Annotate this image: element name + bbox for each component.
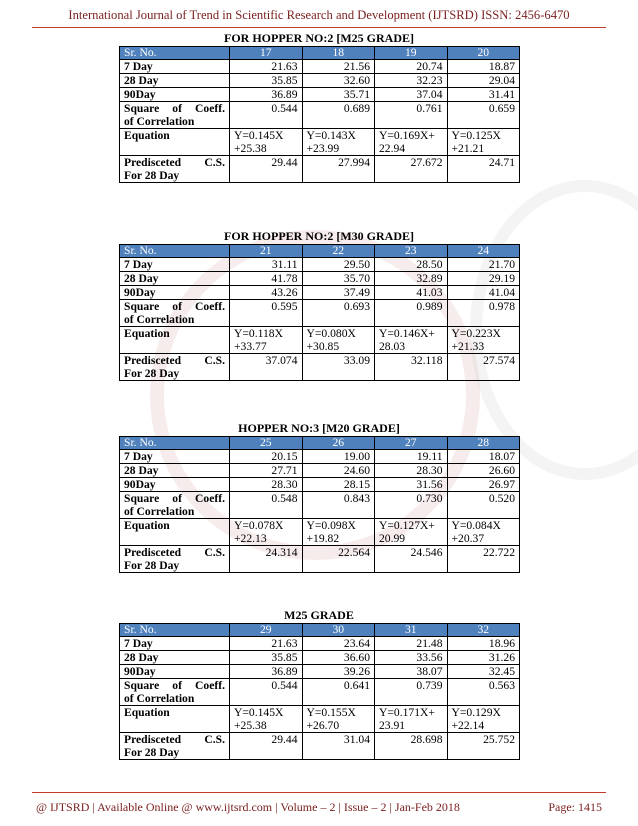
d90-cell: 43.26	[230, 286, 303, 300]
row-label-line-1: Square of Coeff.	[124, 300, 225, 313]
sq-cell: 0.641	[302, 679, 375, 706]
table-row	[120, 354, 520, 381]
equation-line-2: +26.70	[306, 719, 340, 732]
d28-cell: 32.60	[302, 74, 375, 88]
equation-line-2: +30.85	[306, 340, 340, 353]
equation-cell	[375, 519, 448, 546]
table-row	[120, 519, 520, 546]
pred-cell: 29.44	[230, 733, 303, 760]
sq-cell: 0.978	[447, 300, 520, 327]
d7-cell: 21.56	[302, 60, 375, 74]
table-row	[120, 327, 520, 354]
table-row	[120, 546, 520, 573]
sample-number-header: 21	[230, 245, 303, 258]
table-header-row	[120, 47, 520, 60]
equation-cell	[447, 129, 520, 156]
row-label-line-2: For 28 Day	[124, 367, 180, 380]
d90-cell: 36.89	[230, 88, 303, 102]
d28-cell: 36.60	[302, 651, 375, 665]
sample-number-header: 25	[230, 437, 303, 450]
sq-cell: 0.693	[302, 300, 375, 327]
d28-cell: 41.78	[230, 272, 303, 286]
sr-no-header: Sr. No.	[120, 624, 230, 637]
equation-line-1: Y=0.171X+	[379, 706, 435, 719]
equation-line-1: Y=0.118X	[234, 327, 283, 340]
equation-cell	[230, 327, 303, 354]
equation-line-2: +25.38	[234, 142, 267, 155]
d90-cell: 31.56	[375, 478, 448, 492]
equation-line-1: Y=0.125X	[451, 129, 501, 142]
row-label	[120, 492, 230, 519]
pred-cell: 29.44	[230, 156, 303, 183]
d28-cell: 31.26	[447, 651, 520, 665]
d90-cell: 39.26	[302, 665, 375, 679]
d28-cell: 35.85	[230, 651, 303, 665]
row-label: 28 Day	[120, 651, 230, 665]
equation-line-2: +23.99	[306, 142, 340, 155]
row-label-line-2: For 28 Day	[124, 559, 180, 572]
table-row	[120, 464, 520, 478]
d90-cell: 35.71	[302, 88, 375, 102]
pred-cell: 24.314	[230, 546, 303, 573]
table-row	[120, 300, 520, 327]
equation-cell	[375, 706, 448, 733]
equation-line-1: Y=0.084X	[451, 519, 501, 532]
table-row	[120, 665, 520, 679]
row-label	[120, 300, 230, 327]
equation-line-1: Y=0.143X	[306, 129, 356, 142]
equation-cell	[375, 327, 448, 354]
results-table	[119, 244, 520, 381]
d28-cell: 33.56	[375, 651, 448, 665]
sample-number-header: 20	[447, 47, 520, 60]
sq-cell: 0.520	[447, 492, 520, 519]
table-row	[120, 74, 520, 88]
d90-cell: 41.03	[375, 286, 448, 300]
sample-number-header: 29	[230, 624, 303, 637]
table-header-row	[120, 245, 520, 258]
equation-cell	[447, 706, 520, 733]
d7-cell: 31.11	[230, 258, 303, 272]
table-title: FOR HOPPER NO:2 [M30 GRADE]	[224, 229, 414, 243]
d90-cell: 28.30	[230, 478, 303, 492]
pred-cell: 28.698	[375, 733, 448, 760]
sample-number-header: 23	[375, 245, 448, 258]
sample-number-header: 24	[447, 245, 520, 258]
results-table	[119, 46, 520, 183]
equation-line-1: Y=0.145X	[234, 706, 284, 719]
table-row	[120, 286, 520, 300]
d90-cell: 37.04	[375, 88, 448, 102]
sample-number-header: 18	[302, 47, 375, 60]
equation-cell	[230, 129, 303, 156]
row-label-line-1: Predisceted C.S.	[124, 546, 225, 559]
d28-cell: 32.23	[375, 74, 448, 88]
d28-cell: 26.60	[447, 464, 520, 478]
equation-line-2: +21.21	[451, 142, 485, 155]
row-label-line-2: For 28 Day	[124, 169, 180, 182]
d7-cell: 19.00	[302, 450, 375, 464]
equation-line-1: Y=0.169X+	[379, 129, 435, 142]
table-row	[120, 492, 520, 519]
sr-no-header: Sr. No.	[120, 245, 230, 258]
equation-line-2: +21.33	[451, 340, 485, 353]
row-label-line-2: of Correlation	[124, 505, 195, 518]
sq-cell: 0.544	[230, 102, 303, 129]
pred-cell: 22.722	[447, 546, 520, 573]
d28-cell: 32.89	[375, 272, 448, 286]
sample-number-header: 32	[447, 624, 520, 637]
sq-cell: 0.659	[447, 102, 520, 129]
row-label-line-1: Predisceted C.S.	[124, 354, 225, 367]
results-table-section	[119, 607, 519, 760]
d7-cell: 18.07	[447, 450, 520, 464]
row-label: Equation	[120, 519, 230, 546]
sq-cell: 0.563	[447, 679, 520, 706]
row-label: 28 Day	[120, 464, 230, 478]
d28-cell: 35.70	[302, 272, 375, 286]
d7-cell: 18.96	[447, 637, 520, 651]
journal-header: International Journal of Trend in Scientific Research and Development (IJTSRD) ISSN: 2456-6470	[68, 8, 570, 22]
row-label: 90Day	[120, 88, 230, 102]
pred-cell: 31.04	[302, 733, 375, 760]
sr-no-header: Sr. No.	[120, 437, 230, 450]
sq-cell: 0.761	[375, 102, 448, 129]
row-label: 90Day	[120, 286, 230, 300]
d7-cell: 19.11	[375, 450, 448, 464]
table-row	[120, 733, 520, 760]
page-number: Page: 1415	[548, 800, 602, 814]
d28-cell: 35.85	[230, 74, 303, 88]
footer-citation: @ IJTSRD | Available Online @ www.ijtsrd.com | Volume – 2 | Issue – 2 | Jan-Feb 2018	[36, 800, 460, 814]
d28-cell: 28.30	[375, 464, 448, 478]
row-label-line-2: of Correlation	[124, 115, 195, 128]
row-label: 7 Day	[120, 637, 230, 651]
table-title: HOPPER NO:3 [M20 GRADE]	[238, 421, 400, 435]
table-row	[120, 637, 520, 651]
equation-line-2: 23.91	[379, 719, 406, 732]
equation-cell	[447, 519, 520, 546]
pred-cell: 25.752	[447, 733, 520, 760]
equation-line-2: 22.94	[379, 142, 406, 155]
sample-number-header: 27	[375, 437, 448, 450]
table-row	[120, 450, 520, 464]
equation-cell	[230, 706, 303, 733]
d90-cell: 36.89	[230, 665, 303, 679]
sq-cell: 0.730	[375, 492, 448, 519]
equation-line-1: Y=0.078X	[234, 519, 284, 532]
row-label-line-2: For 28 Day	[124, 746, 180, 759]
row-label: 7 Day	[120, 60, 230, 74]
d90-cell: 28.15	[302, 478, 375, 492]
equation-line-2: +33.77	[234, 340, 267, 353]
row-label	[120, 156, 230, 183]
table-row	[120, 88, 520, 102]
equation-line-2: +25.38	[234, 719, 267, 732]
sq-cell: 0.989	[375, 300, 448, 327]
d7-cell: 21.48	[375, 637, 448, 651]
results-table-section	[119, 228, 519, 381]
pred-cell: 33.09	[302, 354, 375, 381]
sample-number-header: 30	[302, 624, 375, 637]
row-label: 7 Day	[120, 450, 230, 464]
table-title: FOR HOPPER NO:2 [M25 GRADE]	[224, 31, 414, 45]
d7-cell: 18.87	[447, 60, 520, 74]
d7-cell: 21.63	[230, 637, 303, 651]
equation-line-2: +22.13	[234, 532, 267, 545]
row-label-line-1: Predisceted C.S.	[124, 156, 225, 169]
sample-number-header: 26	[302, 437, 375, 450]
row-label: 90Day	[120, 665, 230, 679]
equation-line-1: Y=0.155X	[306, 706, 356, 719]
results-table	[119, 623, 520, 760]
d7-cell: 20.74	[375, 60, 448, 74]
d28-cell: 29.19	[447, 272, 520, 286]
equation-line-2: 28.03	[379, 340, 406, 353]
equation-cell	[302, 519, 375, 546]
results-table-section	[119, 30, 519, 183]
equation-cell	[447, 327, 520, 354]
pred-cell: 27.574	[447, 354, 520, 381]
row-label: Equation	[120, 327, 230, 354]
row-label	[120, 733, 230, 760]
d90-cell: 26.97	[447, 478, 520, 492]
results-table-section	[119, 420, 519, 573]
d7-cell: 23.64	[302, 637, 375, 651]
table-row	[120, 129, 520, 156]
table-header-row	[120, 624, 520, 637]
equation-cell	[302, 327, 375, 354]
d90-cell: 38.07	[375, 665, 448, 679]
row-label	[120, 546, 230, 573]
d28-cell: 29.04	[447, 74, 520, 88]
d7-cell: 28.50	[375, 258, 448, 272]
equation-line-1: Y=0.080X	[306, 327, 356, 340]
row-label-line-1: Square of Coeff.	[124, 492, 225, 505]
row-label	[120, 679, 230, 706]
sq-cell: 0.843	[302, 492, 375, 519]
table-row	[120, 651, 520, 665]
equation-line-2: +22.14	[451, 719, 485, 732]
row-label-line-1: Predisceted C.S.	[124, 733, 225, 746]
row-label: 7 Day	[120, 258, 230, 272]
footer-divider	[32, 792, 606, 793]
equation-line-1: Y=0.146X+	[379, 327, 435, 340]
equation-line-1: Y=0.098X	[306, 519, 356, 532]
pred-cell: 37.074	[230, 354, 303, 381]
page-footer	[36, 800, 602, 815]
table-header-row	[120, 437, 520, 450]
sample-number-header: 31	[375, 624, 448, 637]
sq-cell: 0.739	[375, 679, 448, 706]
equation-cell	[302, 129, 375, 156]
table-row	[120, 679, 520, 706]
equation-line-2: +20.37	[451, 532, 485, 545]
equation-line-2: 20.99	[379, 532, 406, 545]
pred-cell: 24.71	[447, 156, 520, 183]
sample-number-header: 22	[302, 245, 375, 258]
row-label	[120, 354, 230, 381]
row-label	[120, 102, 230, 129]
d90-cell: 41.04	[447, 286, 520, 300]
d7-cell: 21.63	[230, 60, 303, 74]
d7-cell: 20.15	[230, 450, 303, 464]
equation-line-2: +19.82	[306, 532, 340, 545]
pred-cell: 32.118	[375, 354, 448, 381]
sample-number-header: 19	[375, 47, 448, 60]
d7-cell: 21.70	[447, 258, 520, 272]
row-label: 90Day	[120, 478, 230, 492]
table-row	[120, 102, 520, 129]
equation-cell	[375, 129, 448, 156]
table-title: M25 GRADE	[284, 608, 354, 622]
table-row	[120, 258, 520, 272]
row-label: Equation	[120, 706, 230, 733]
sq-cell: 0.689	[302, 102, 375, 129]
pred-cell: 27.672	[375, 156, 448, 183]
row-label: 28 Day	[120, 272, 230, 286]
equation-line-1: Y=0.127X+	[379, 519, 435, 532]
d90-cell: 32.45	[447, 665, 520, 679]
d28-cell: 27.71	[230, 464, 303, 478]
pred-cell: 22.564	[302, 546, 375, 573]
header-divider	[32, 27, 606, 28]
sr-no-header: Sr. No.	[120, 47, 230, 60]
equation-cell	[302, 706, 375, 733]
row-label-line-2: of Correlation	[124, 692, 195, 705]
sq-cell: 0.548	[230, 492, 303, 519]
row-label-line-1: Square of Coeff.	[124, 679, 225, 692]
d90-cell: 37.49	[302, 286, 375, 300]
row-label-line-1: Square of Coeff.	[124, 102, 225, 115]
sq-cell: 0.595	[230, 300, 303, 327]
table-row	[120, 272, 520, 286]
pred-cell: 24.546	[375, 546, 448, 573]
results-table	[119, 436, 520, 573]
sample-number-header: 28	[447, 437, 520, 450]
table-row	[120, 60, 520, 74]
row-label: Equation	[120, 129, 230, 156]
pred-cell: 27.994	[302, 156, 375, 183]
equation-cell	[230, 519, 303, 546]
table-row	[120, 478, 520, 492]
table-row	[120, 706, 520, 733]
row-label: 28 Day	[120, 74, 230, 88]
equation-line-1: Y=0.145X	[234, 129, 284, 142]
d28-cell: 24.60	[302, 464, 375, 478]
d90-cell: 31.41	[447, 88, 520, 102]
sample-number-header: 17	[230, 47, 303, 60]
d7-cell: 29.50	[302, 258, 375, 272]
row-label-line-2: of Correlation	[124, 313, 195, 326]
equation-line-1: Y=0.223X	[451, 327, 501, 340]
sq-cell: 0.544	[230, 679, 303, 706]
equation-line-1: Y=0.129X	[451, 706, 501, 719]
table-row	[120, 156, 520, 183]
